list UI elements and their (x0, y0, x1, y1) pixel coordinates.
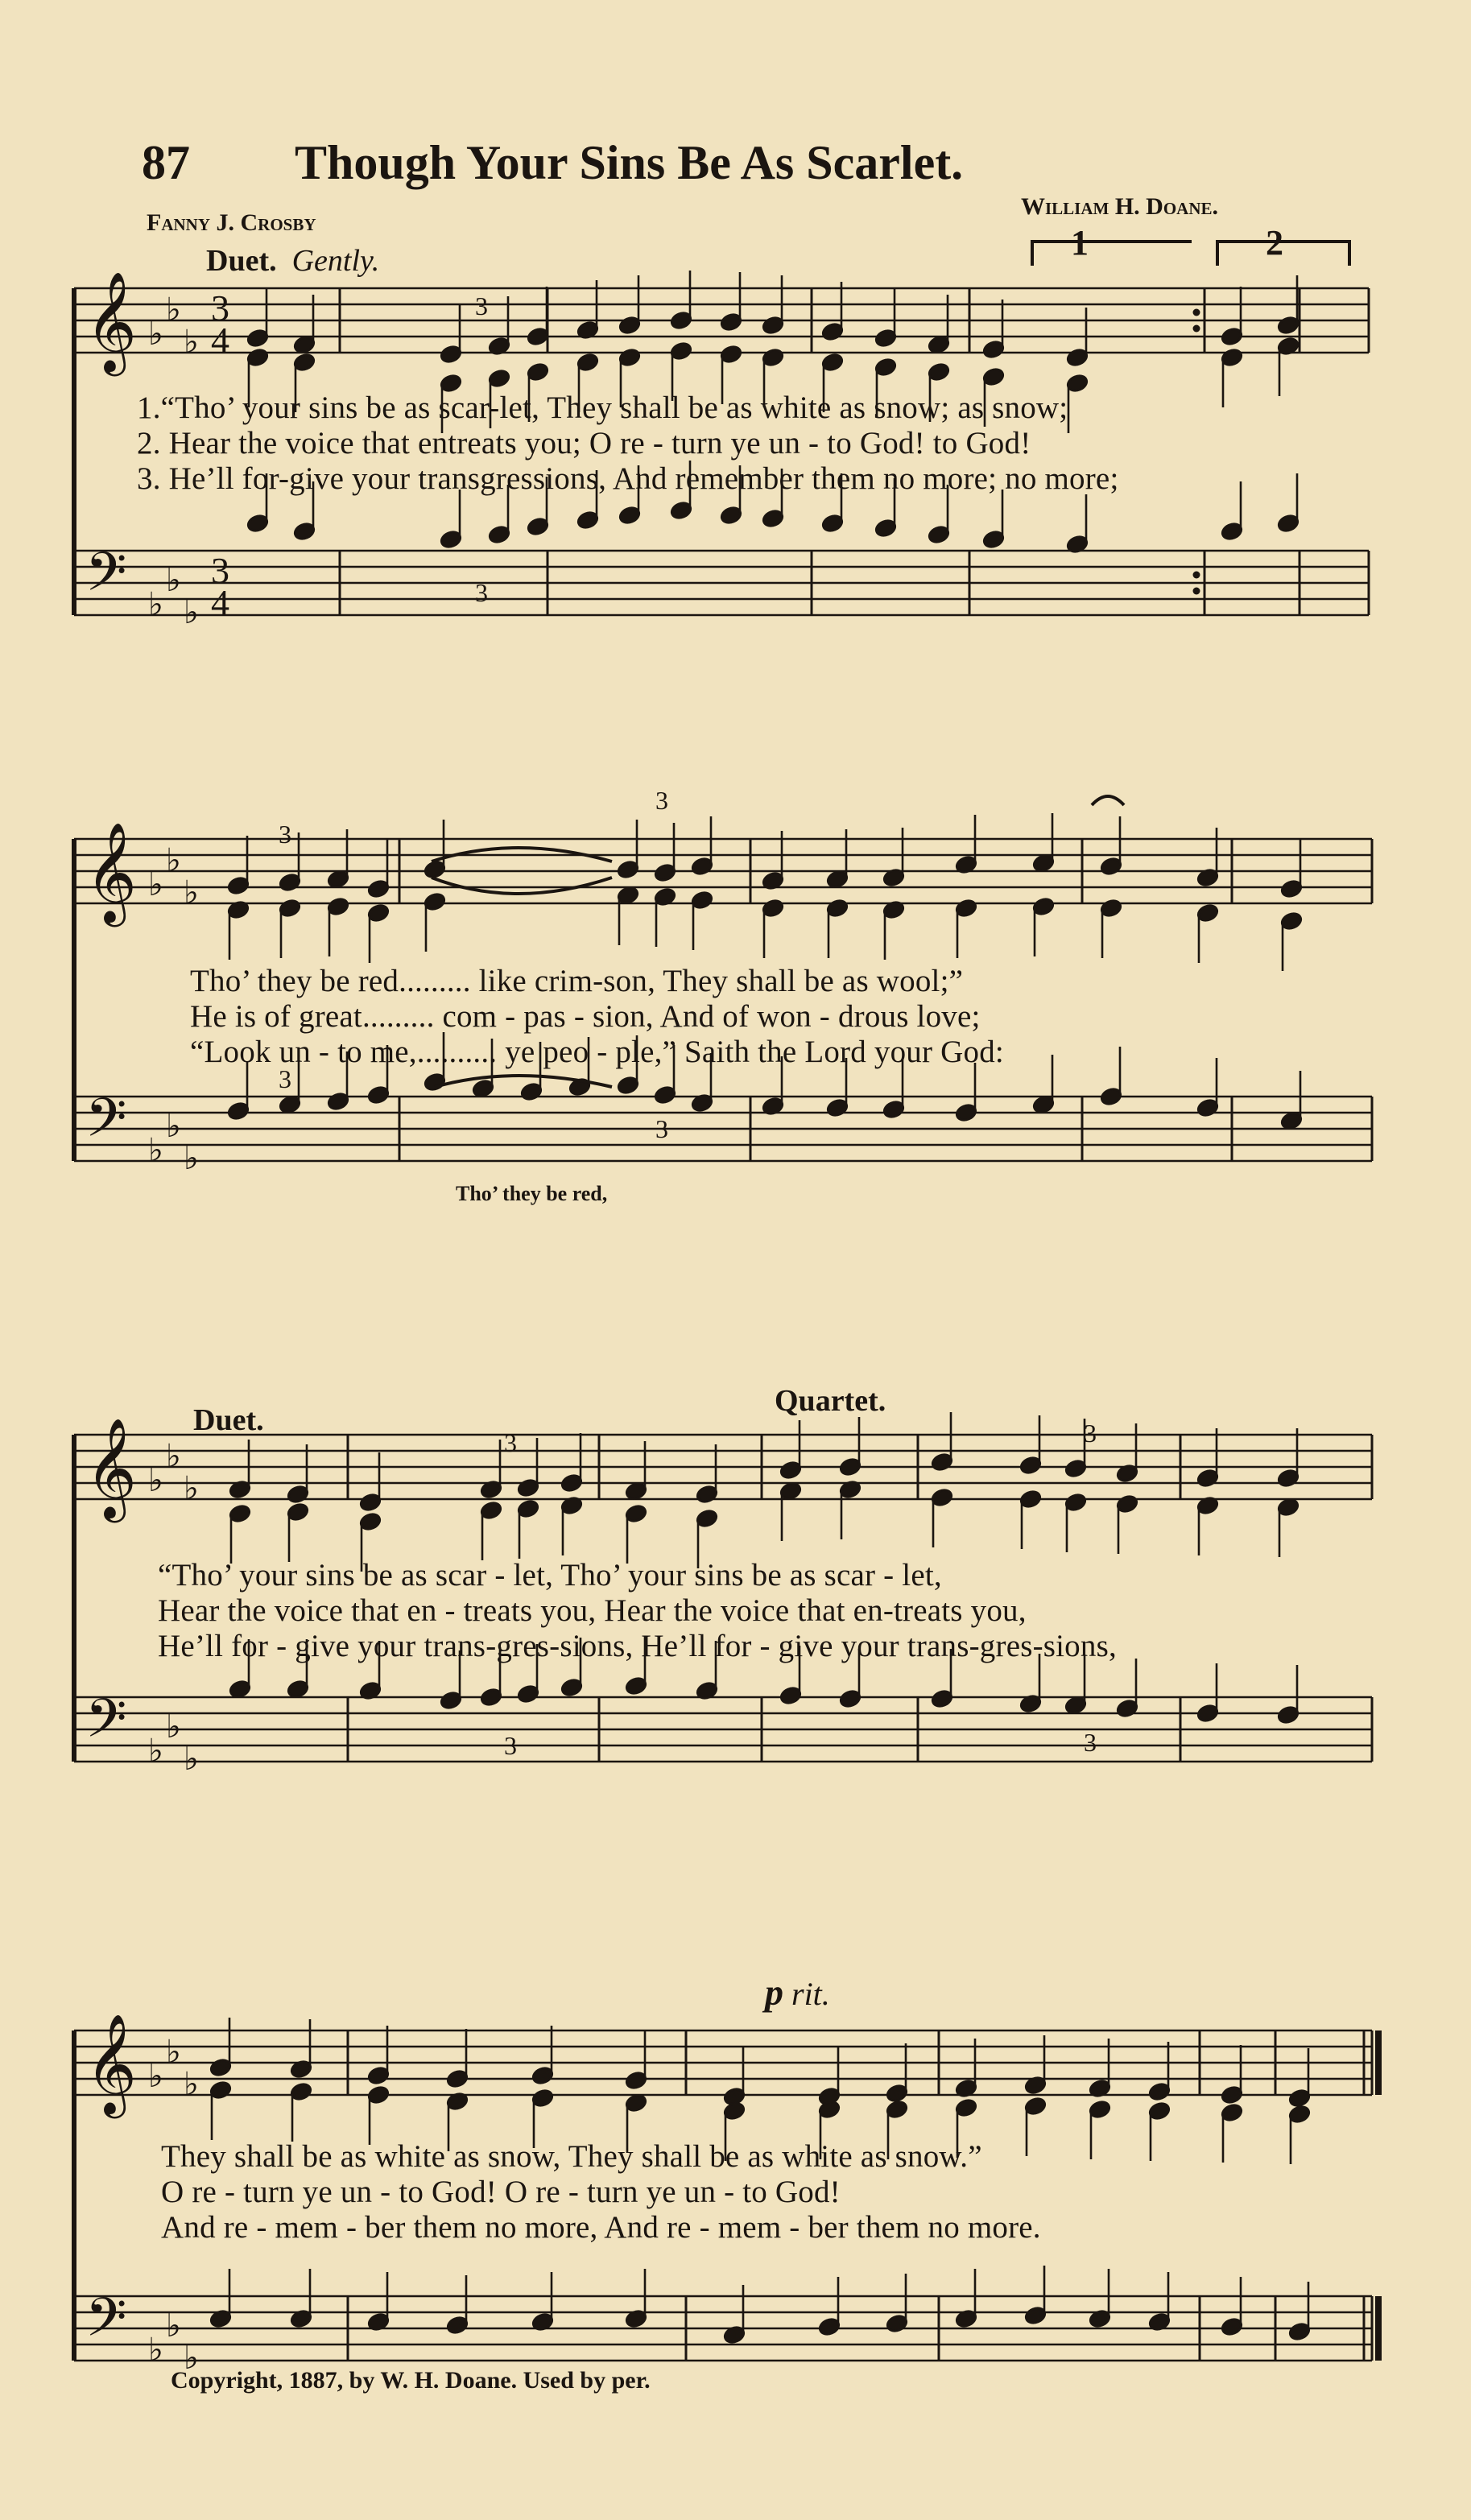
volta-2: 2 (1266, 223, 1283, 262)
time-signature: 4 (211, 320, 229, 361)
triplet-marker: 3 (1084, 1419, 1097, 1448)
lyric-line-verse-1: 1.“Tho’ your sins be as scar-let, They shall be as white as snow; as snow; (137, 390, 1068, 425)
piano-marking: p (765, 1972, 783, 2013)
flat-icon: ♭ (166, 842, 181, 878)
time-signature: 3 (211, 550, 229, 591)
treble-clef-icon: 𝄞 (85, 275, 137, 370)
flat-icon: ♭ (184, 1140, 199, 1176)
flat-icon: ♭ (166, 2307, 181, 2344)
lyric-line-verse-2: 2. Hear the voice that entreats you; O re - turn ye un - to God! to God! (137, 426, 1031, 461)
fermata-icon (1092, 796, 1124, 805)
lyric-line-verse-2: He is of great......... com - pas - sion, And of won - drous love; (190, 999, 981, 1034)
repeat-dot (1193, 572, 1200, 579)
flat-icon: ♭ (148, 1733, 163, 1769)
lyric-line-verse-2: O re - turn ye un - to God! O re - turn ye un - to God! (161, 2175, 841, 2209)
composer-credit: William H. Doane. (1021, 193, 1219, 220)
flat-icon: ♭ (184, 2340, 199, 2376)
slur-icon (432, 878, 612, 894)
treble-clef-icon: 𝄞 (85, 1421, 137, 1517)
lyric-line-verse-1: They shall be as white as snow, They shall be as white as snow.” (161, 2139, 982, 2174)
lyric-line-verse-3: He’ll for - give your trans-gres-sions, He’ll for - give your trans-gres-sions, (158, 1629, 1117, 1663)
copyright-footer: Copyright, 1887, by W. H. Doane. Used by per. (171, 2367, 651, 2394)
flat-icon: ♭ (148, 2332, 163, 2368)
flat-icon: ♭ (166, 291, 181, 328)
flat-icon: ♭ (184, 594, 199, 630)
time-signature: 4 (211, 582, 229, 623)
flat-icon: ♭ (148, 2058, 163, 2094)
triplet-marker: 3 (279, 820, 291, 849)
quartet-marking: Quartet. (775, 1384, 886, 1418)
dynamic-marking (765, 1971, 830, 2014)
treble-clef-icon: 𝄞 (85, 825, 137, 921)
duet-marking: Duet. (193, 1403, 264, 1437)
flat-icon: ♭ (166, 562, 181, 598)
triplet-marker: 3 (1084, 1728, 1097, 1757)
volta-bracket-2 (1217, 242, 1349, 266)
repeat-dot (1193, 588, 1200, 595)
lyric-line-verse-2: Hear the voice that en - treats you, Hear the voice that en-treats you, (158, 1593, 1027, 1628)
bass-clef-icon: 𝄢 (85, 1691, 127, 1762)
flat-icon: ♭ (148, 866, 163, 903)
volta-1: 1 (1071, 223, 1089, 262)
treble-clef-icon: 𝄞 (85, 2017, 137, 2113)
triplet-marker: 3 (504, 1428, 517, 1457)
tempo-marking: Gently. (291, 244, 380, 278)
triplet-marker: 3 (475, 291, 488, 320)
flat-icon: ♭ (184, 324, 199, 360)
repeat-dot (1193, 309, 1200, 316)
duet-label: Duet. (206, 244, 277, 278)
lyric-line-verse-3: And re - mem - ber them no more, And re - mem - ber them no more. (161, 2210, 1041, 2245)
flat-icon: ♭ (184, 2066, 199, 2102)
triplet-marker: 3 (475, 578, 488, 607)
flat-icon: ♭ (184, 874, 199, 911)
lyric-line-verse-1: Tho’ they be red......... like crim-son, They shall be as wool;” (190, 964, 964, 998)
flat-icon: ♭ (166, 1108, 181, 1144)
bass-clef-icon: 𝄢 (85, 544, 127, 615)
volta-bracket-1 (1032, 242, 1192, 266)
note-heads (209, 271, 1312, 2344)
triplet-marker: 3 (279, 1064, 291, 1093)
flat-icon: ♭ (184, 1470, 199, 1506)
flat-icon: ♭ (166, 1708, 181, 1745)
bass-clef-icon: 𝄢 (85, 2290, 127, 2361)
rit-marking: rit. (791, 1976, 830, 2012)
flat-icon: ♭ (148, 586, 163, 622)
clefs (85, 272, 229, 2376)
triplet-marker: 3 (504, 1731, 517, 1760)
staff-lines (74, 288, 1378, 2361)
flat-icon: ♭ (148, 1462, 163, 1498)
bass-cue-lyric: Tho’ they be red, (456, 1182, 608, 1205)
lyric-line-verse-1: “Tho’ your sins be as scar - let, Tho’ your sins be as scar - let, (158, 1558, 942, 1593)
lyric-line-verse-3: “Look un - to me,.......... ye peo - ple,” Saith the Lord your God: (190, 1035, 1004, 1069)
triplet-marker: 3 (655, 786, 668, 815)
hymn-number: 87 (142, 136, 190, 189)
flat-icon: ♭ (184, 1741, 199, 1777)
lyric-line-verse-3: 3. He’ll for-give your transgressions, And remember them no more; no more; (137, 461, 1119, 496)
time-signature: 3 (211, 287, 229, 328)
flat-icon: ♭ (148, 1132, 163, 1168)
flat-icon: ♭ (148, 316, 163, 352)
flat-icon: ♭ (166, 1438, 181, 1474)
hymn-title: Though Your Sins Be As Scarlet. (295, 136, 964, 189)
flat-icon: ♭ (166, 2034, 181, 2070)
repeat-dot (1193, 325, 1200, 333)
bass-clef-icon: 𝄢 (85, 1090, 127, 1161)
triplet-marker: 3 (655, 1114, 668, 1143)
poet-credit: Fanny J. Crosby (147, 209, 316, 236)
